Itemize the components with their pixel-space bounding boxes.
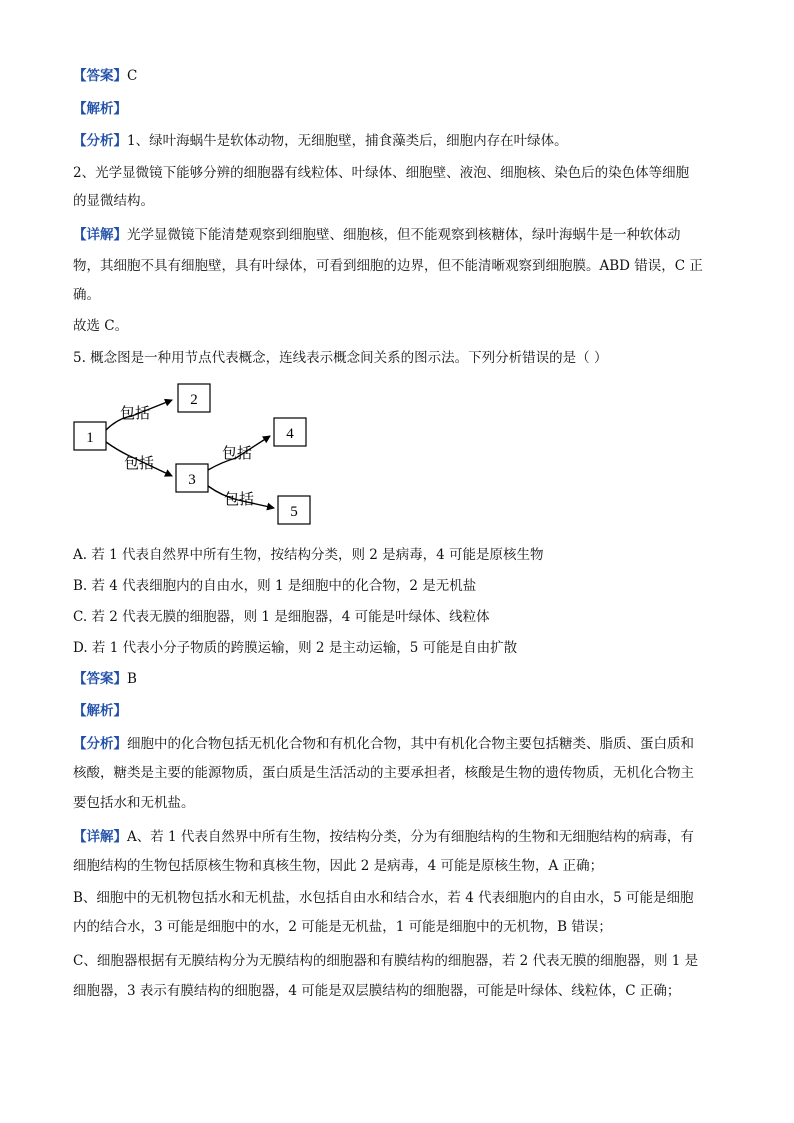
xiangjie-tag-2: 【详解】 bbox=[73, 829, 127, 845]
node-label-2: 2 bbox=[190, 392, 198, 408]
xiangjie-text: 光学显微镜下能清楚观察到细胞壁、细胞核，但不能观察到核糖体，绿叶海蜗牛是一种软体动 bbox=[127, 227, 681, 243]
fenxi-line-2: 2、光学显微镜下能够分辨的细胞器有线粒体、叶绿体、细胞壁、液泡、细胞核、染色后的染色体等细胞 bbox=[73, 165, 690, 181]
option-c: C. 若 2 代表无膜的细胞器，则 1 是细胞器，4 可能是叶绿体、线粒体 bbox=[73, 609, 490, 625]
xiangjie-line-b2: 细胞结构的生物包括原核生物和真核生物，因此 2 是病毒，4 可能是原核生物，A 正确； bbox=[73, 858, 604, 874]
node-label-5: 5 bbox=[290, 504, 298, 520]
conclusion-line: 故选 C。 bbox=[73, 318, 129, 334]
analysis-tag-2: 【解析】 bbox=[73, 703, 127, 719]
edge-label-3-5: 包括 bbox=[224, 490, 255, 508]
analysis-heading bbox=[73, 99, 127, 119]
edge-label-1-3: 包括 bbox=[124, 454, 155, 472]
edge-label-1-2: 包括 bbox=[120, 404, 151, 422]
fenxi-text-b1: 细胞中的化合物包括无机化合物和有机化合物，其中有机化合物主要包括糖类、脂质、蛋白质和 bbox=[127, 736, 694, 752]
concept-diagram bbox=[60, 372, 340, 532]
fenxi-tag-2: 【分析】 bbox=[73, 736, 127, 752]
fenxi-line-b2: 核酸，糖类是主要的能源物质，蛋白质是生活活动的主要承担者，核酸是生物的遗传物质，无机化合物主 bbox=[73, 765, 694, 781]
answer-line-2 bbox=[73, 669, 137, 689]
xiangjie-line bbox=[73, 225, 681, 245]
answer-line bbox=[73, 66, 137, 86]
option-a: A. 若 1 代表自然界中所有生物，按结构分类，则 2 是病毒，4 可能是原核生物 bbox=[73, 547, 544, 563]
fenxi-tag: 【分析】 bbox=[73, 133, 127, 149]
fenxi-line-3: 的显微结构。 bbox=[73, 193, 154, 209]
answer-tag: 【答案】 bbox=[73, 68, 127, 84]
fenxi-line-b3: 要包括水和无机盐。 bbox=[73, 795, 195, 811]
fenxi-text: 1、绿叶海蜗牛是软体动物，无细胞壁，捕食藻类后，细胞内存在叶绿体。 bbox=[127, 133, 568, 149]
question-stem: 5. 概念图是一种用节点代表概念，连线表示概念间关系的图示法。下列分析错误的是（ ） bbox=[73, 350, 608, 366]
fenxi-line bbox=[73, 131, 568, 151]
node-label-3: 3 bbox=[188, 472, 196, 488]
xiangjie-line-b3: B、细胞中的无机物包括水和无机盐，水包括自由水和结合水，若 4 代表细胞内的自由水，5 可能是细胞 bbox=[73, 890, 694, 906]
answer-tag-2: 【答案】 bbox=[73, 671, 127, 687]
answer-value: C bbox=[127, 68, 138, 84]
option-b: B. 若 4 代表细胞内的自由水，则 1 是细胞中的化合物，2 是无机盐 bbox=[73, 578, 477, 594]
xiangjie-line-b1 bbox=[73, 827, 694, 847]
xiangjie-line-b4: 内的结合水，3 可能是细胞中的水，2 可能是无机盐，1 可能是细胞中的无机物，B 错误； bbox=[73, 919, 612, 935]
xiangjie-text-b1: A、若 1 代表自然界中所有生物，按结构分类，分为有细胞结构的生物和无细胞结构的病毒，有 bbox=[127, 829, 694, 845]
analysis-tag: 【解析】 bbox=[73, 101, 127, 117]
fenxi-line-b1 bbox=[73, 734, 694, 754]
xiangjie-line-3: 确。 bbox=[73, 287, 100, 303]
analysis-heading-2 bbox=[73, 701, 127, 721]
answer-value-2: B bbox=[127, 671, 137, 687]
edge-label-3-4: 包括 bbox=[222, 444, 253, 462]
node-label-4: 4 bbox=[286, 426, 294, 442]
xiangjie-line-2: 物，其细胞不具有细胞壁，具有叶绿体，可看到细胞的边界，但不能清晰观察到细胞膜。ABD 错误，C 正 bbox=[73, 258, 703, 274]
xiangjie-line-b6: 细胞器，3 表示有膜结构的细胞器，4 可能是双层膜结构的细胞器，可能是叶绿体、线粒体，C 正确； bbox=[73, 983, 681, 999]
node-label-1: 1 bbox=[86, 430, 94, 446]
xiangjie-line-b5: C、细胞器根据有无膜结构分为无膜结构的细胞器和有膜结构的细胞器，若 2 代表无膜的细胞器，则 1 是 bbox=[73, 953, 699, 969]
option-d: D. 若 1 代表小分子物质的跨膜运输，则 2 是主动运输，5 可能是自由扩散 bbox=[73, 640, 518, 656]
xiangjie-tag: 【详解】 bbox=[73, 227, 127, 243]
